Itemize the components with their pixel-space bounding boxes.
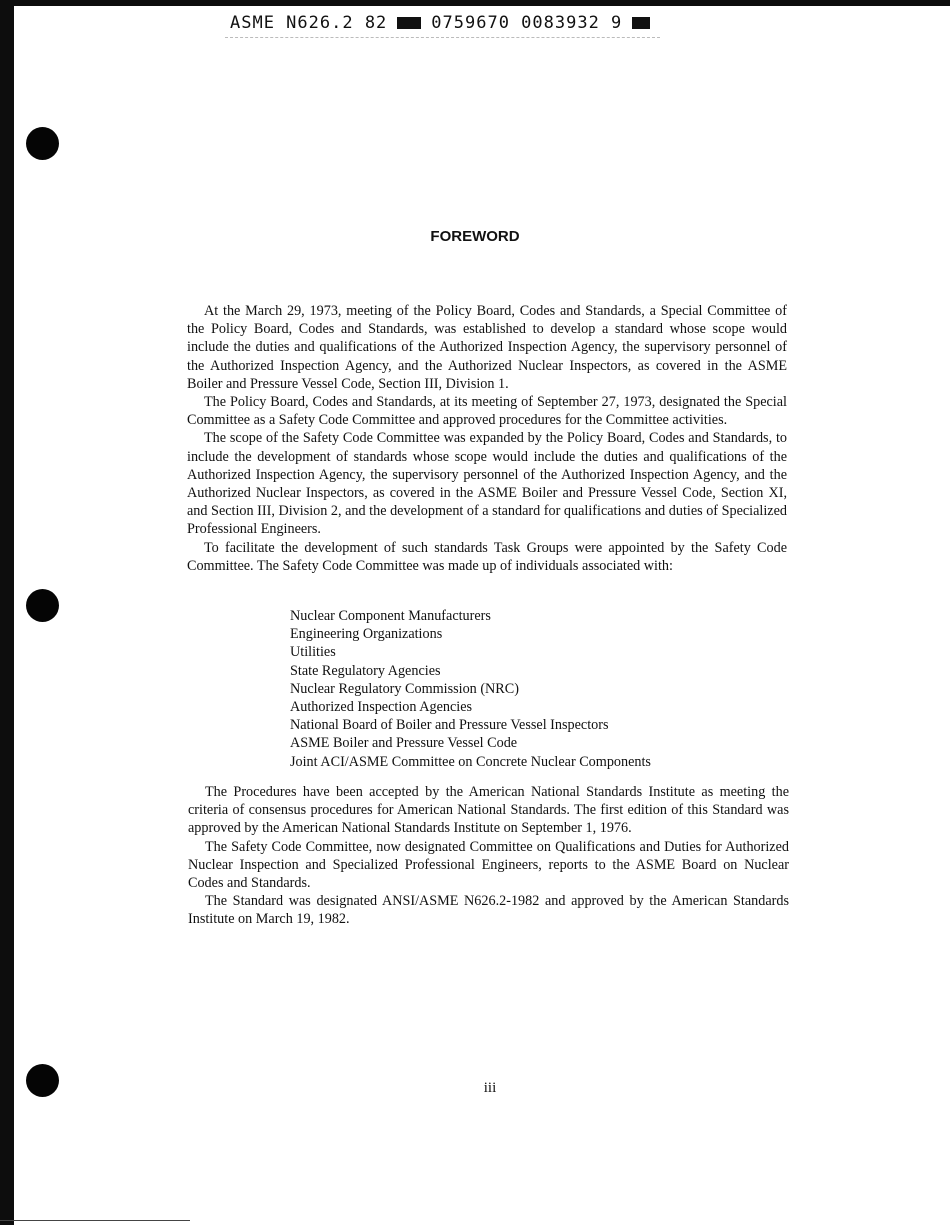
- paragraph: To facilitate the development of such standards Task Groups were appointed by the Safety Code Committee. The Safety Code Committee was made up of individuals associated with:: [187, 539, 787, 574]
- paragraph: The Procedures have been accepted by the American National Standards Institute as meeting the criteria of consensus procedures for American National Standards. The first edition of this Standard was approved by the American National Standards Institute on September 1, 1976.: [188, 784, 789, 837]
- header-code-part1: ASME N626.2 82: [230, 13, 388, 33]
- page-number: iii: [483, 1080, 497, 1096]
- list-item: Joint ACI/ASME Committee on Concrete Nuclear Components: [290, 753, 651, 770]
- member-organizations-list: [290, 607, 651, 771]
- header-rule: [225, 37, 660, 38]
- punch-hole-middle: [26, 589, 59, 622]
- foreword-intro: [187, 302, 787, 575]
- foreword-closing: [188, 783, 789, 929]
- punch-hole-top: [26, 127, 59, 160]
- list-item: State Regulatory Agencies: [290, 662, 441, 679]
- list-item: Nuclear Component Manufacturers: [290, 608, 491, 624]
- header-code-part2: 0759670 0083932 9: [431, 13, 623, 33]
- scan-edge-left: [0, 0, 14, 1225]
- list-item: Authorized Inspection Agencies: [290, 699, 473, 716]
- paragraph: The Policy Board, Codes and Standards, at its meeting of September 27, 1973, designated the Special Committee as a Safety Code Committee and approved procedures for the Committee activities.: [187, 394, 787, 429]
- list-item: National Board of Boiler and Pressure Vessel Inspectors: [290, 717, 609, 734]
- list-item: ASME Boiler and Pressure Vessel Code: [290, 735, 518, 752]
- list-item: Utilities: [290, 644, 336, 661]
- page-title: FOREWORD: [430, 228, 520, 245]
- list-item: Nuclear Regulatory Commission (NRC): [290, 680, 519, 697]
- scan-edge-top: [0, 0, 950, 6]
- document-code-header: [230, 12, 650, 34]
- scan-edge-bottom: [0, 1220, 190, 1221]
- paragraph: At the March 29, 1973, meeting of the Policy Board, Codes and Standards, a Special Committee of the Policy Board, Codes and Standards, was established to develop a standard whose scope would include the duties and qualifications of the Authorized Inspection Agency, the supervisory personnel of the Authorized Inspection Agency, and the Authorized Nuclear Inspectors, as covered in the ASME Boiler and Pressure Vessel Code, Section III, Division 1.: [187, 303, 787, 392]
- list-item: Engineering Organizations: [290, 626, 443, 643]
- paragraph: The Safety Code Committee, now designated Committee on Qualifications and Duties for Authorized Nuclear Inspection and Specialized Professional Engineers, reports to the ASME Board on Nuclear Codes and Standards.: [188, 838, 789, 892]
- redaction-block: [397, 17, 421, 29]
- paragraph: The Standard was designated ANSI/ASME N626.2-1982 and approved by the American Standards Institute on March 19, 1982.: [188, 893, 789, 928]
- paragraph: The scope of the Safety Code Committee was expanded by the Policy Board, Codes and Standards, to include the development of standards whose scope would include the duties and qualifications of the Authorized Inspection Agency, the supervisory personnel of the Authorized Inspection Agency, and the Authorized Nuclear Inspectors, as covered in the ASME Boiler and Pressure Vessel Code, Section XI, and Section III, Division 2, and the development of a standard for qualifications and duties of Specialized Professional Engineers.: [187, 430, 787, 538]
- redaction-block: [632, 17, 650, 29]
